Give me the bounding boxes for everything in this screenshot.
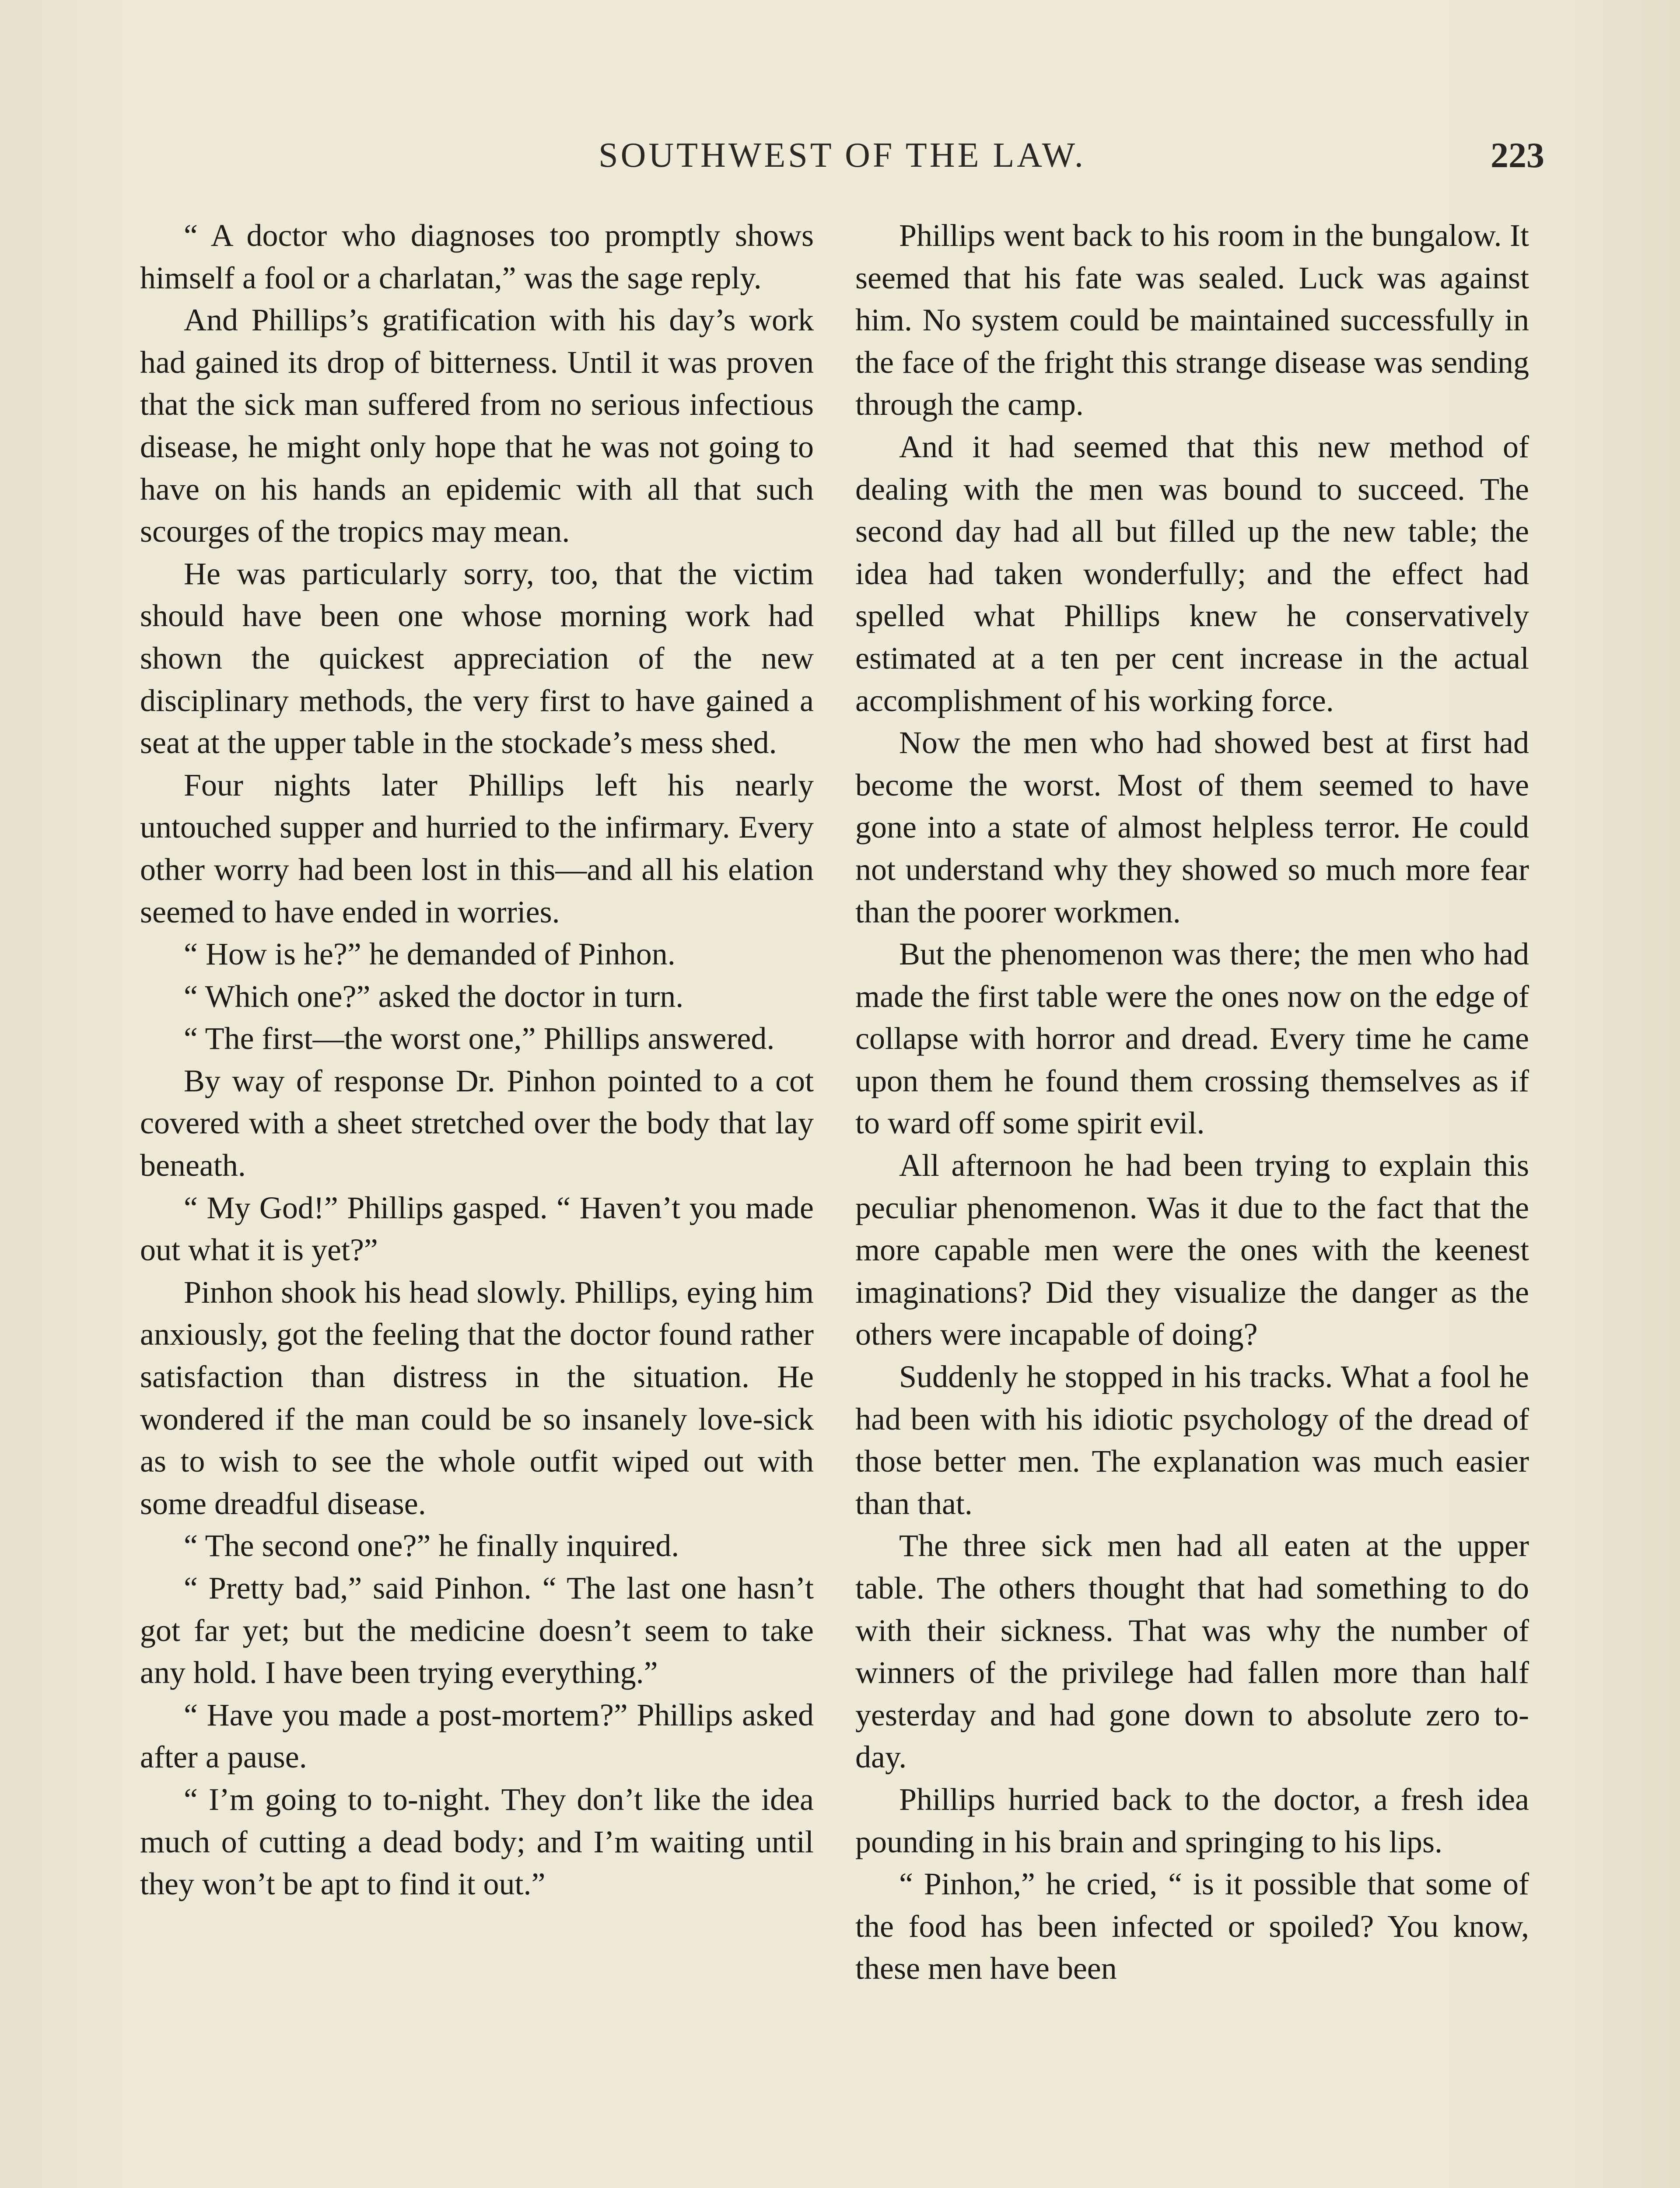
paragraph: All afternoon he had been trying to explain this peculiar phenomenon. Was it due to the fact that the more capable men were the ones with the keenest imaginations? Did they visualize the danger as the others were incapable of doing? <box>855 1148 1529 1352</box>
paragraph: Four nights later Phillips left his nearly untouched supper and hurried to the infirmary. Every other worry had been lost in this—and all his elation seemed to have ended in worries. <box>140 767 814 929</box>
paragraph: Pinhon shook his head slowly. Phillips, eying him anxiously, got the feeling that the doctor found rather satisfaction than distress in the situation. He wondered if the man could be so insanely love-sick as to wish to see the whole outfit wiped out with some dreadful disease. <box>140 1274 814 1521</box>
paragraph: “ Have you made a post-mortem?” Phillips asked after a pause. <box>140 1697 814 1775</box>
paragraph: “ The second one?” he finally inquired. <box>184 1528 679 1564</box>
paragraph: “ Which one?” asked the doctor in turn. <box>184 978 684 1014</box>
paragraph: Phillips went back to his room in the bungalow. It seemed that his fate was sealed. Luck was against him. No system could be maintained successfully in the face of the fright this strange disease was sending through the camp. <box>855 218 1529 422</box>
running-head <box>140 131 1544 197</box>
paragraph: “ The first—the worst one,” Phillips answered. <box>184 1021 775 1056</box>
paragraph: The three sick men had all eaten at the upper table. The others thought that had something to do with their sickness. That was why the number of winners of the privilege had fallen more than half yesterday and had gone down to absolute zero to-day. <box>855 1528 1529 1775</box>
running-title: SOUTHWEST OF THE LAW. <box>598 136 1086 175</box>
paragraph: And it had seemed that this new method of dealing with the men was bound to succeed. The second day had all but filled up the new table; the idea had taken wonderfully; and the effect had spelled what Phillips knew he conservatively estimated at a ten per cent increase in the actual accomplishment of his working force. <box>855 429 1529 718</box>
paragraph: “ I’m going to to-night. They don’t like the idea much of cutting a dead body; and I’m waiting until they won’t be apt to find it out.” <box>140 1781 814 1902</box>
paragraph: But the phenomenon was there; the men who had made the first table were the ones now on the edge of collapse with horror and dread. Every time he came upon them he found them crossing themselves as if to ward off some spirit evil. <box>855 936 1529 1141</box>
left-column <box>140 214 814 2188</box>
paragraph: Phillips hurried back to the doctor, a fresh idea pounding in his brain and springing to his lips. <box>855 1781 1529 1859</box>
paragraph: Suddenly he stopped in his tracks. What a fool he had been with his idiotic psychology of the dread of those better men. The explanation was much easier than that. <box>855 1359 1529 1521</box>
paragraph: Now the men who had showed best at first had become the worst. Most of them seemed to have gone into a state of almost helpless terror. He could not understand why they showed so much more fear than the poorer workmen. <box>855 725 1529 929</box>
paragraph: “ My God!” Phillips gasped. “ Haven’t you made out what it is yet?” <box>140 1190 814 1268</box>
paragraph: “ How is he?” he demanded of Pinhon. <box>184 936 676 972</box>
right-column <box>855 214 1529 2188</box>
paragraph: “ A doctor who diagnoses too promptly shows himself a fool or a charlatan,” was the sage reply. <box>140 218 814 295</box>
paragraph: He was particularly sorry, too, that the victim should have been one whose morning work had shown the quickest appreciation of the new disciplinary methods, the very first to have gained a seat at the upper table in the stockade’s mess shed. <box>140 556 814 761</box>
paragraph: And Phillips’s gratification with his day’s work had gained its drop of bitterness. Until it was proven that the sick man suffered from no serious infectious disease, he might only hope that he was not going to have on his hands an epidemic with all that such scourges of the tropics may mean. <box>140 302 814 549</box>
page-number: 223 <box>1491 135 1544 175</box>
paragraph: “ Pretty bad,” said Pinhon. “ The last one hasn’t got far yet; but the medicine doesn’t seem to take any hold. I have been trying everything.” <box>140 1571 814 1690</box>
paragraph: By way of response Dr. Pinhon pointed to a cot covered with a sheet stretched over the body that lay beneath. <box>140 1063 814 1183</box>
paragraph: “ Pinhon,” he cried, “ is it possible that some of the food has been infected or spoiled? You know, these men have been <box>855 1866 1529 1986</box>
